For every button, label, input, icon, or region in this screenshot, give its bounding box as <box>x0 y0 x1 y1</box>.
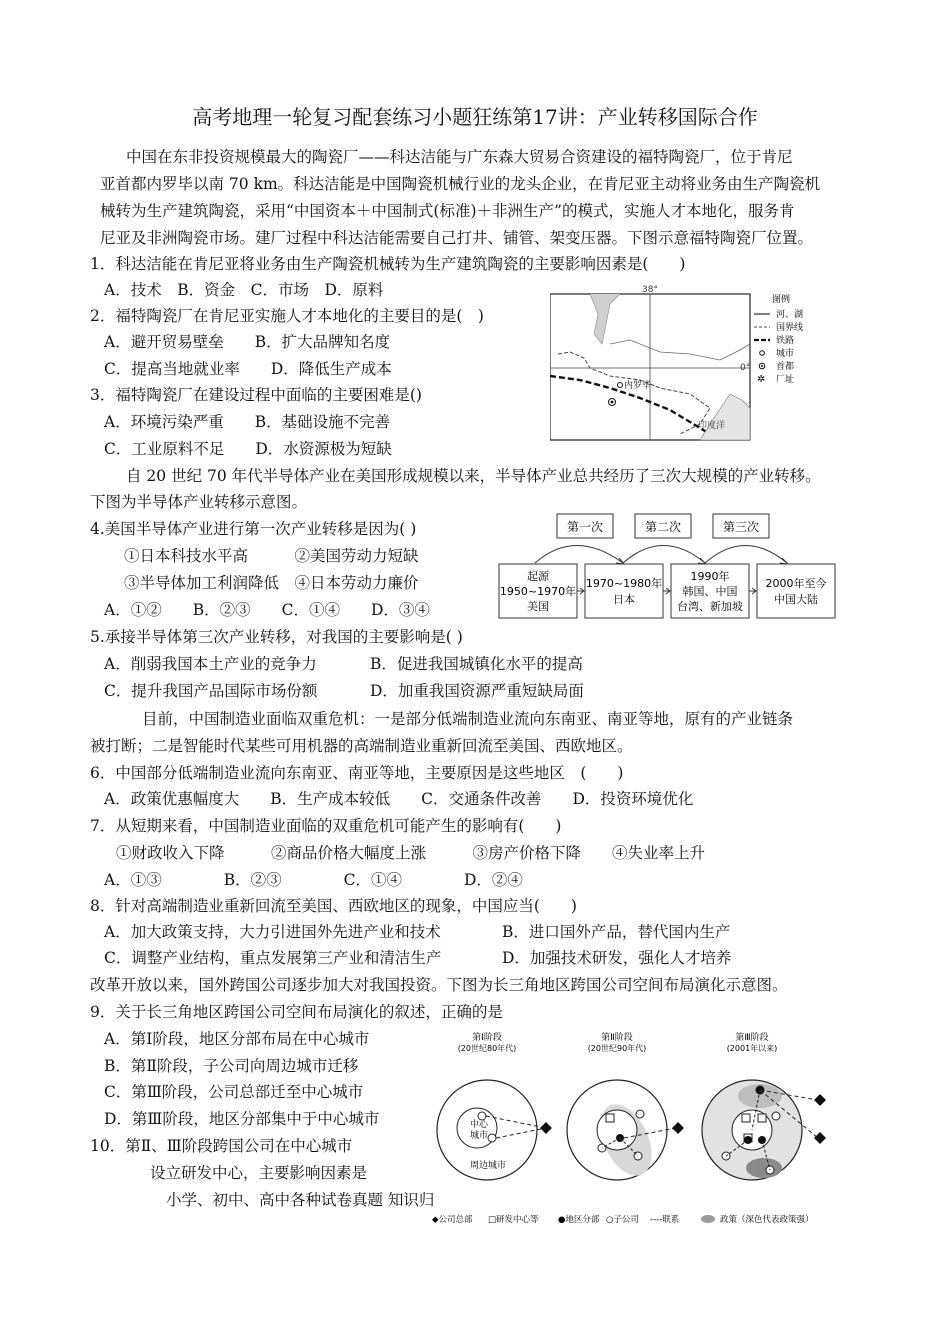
kenya-map-figure <box>550 284 858 442</box>
stage-label-1: 第一次 <box>566 520 604 534</box>
q2-options-row-2: C．提高当地就业率 D．降低生产成本 <box>104 360 392 378</box>
q5-stem: 5.承接半导体第三次产业转移，对我国的主要影响是( ) <box>90 628 463 646</box>
hq-icon-3a <box>814 1094 826 1106</box>
passage1-line-4: 尼亚及非洲陶瓷市场。建厂过程中科达洁能需要自己打井、铺管、架变压器。下图示意福特陶瓷厂位置。 <box>100 229 814 247</box>
lat-label: 0° <box>740 363 751 373</box>
q3-stem: 3．福特陶瓷厂在建设过程中面临的主要困难是() <box>90 386 422 404</box>
legend-item-factory: 厂址 <box>776 375 795 385</box>
q9-option-c: C．第Ⅲ阶段，公司总部迁至中心城市 <box>104 1083 364 1101</box>
legend-hq: ◆公司总部 <box>432 1215 473 1225</box>
q3-options-row-1: A．环境污染严重 B．基础设施不完善 <box>104 413 391 431</box>
box3-line1: 1990年 <box>690 570 730 583</box>
box4-line1: 2000年至今 <box>765 577 827 590</box>
q4-options: A．①② B．②③ C．①④ D．③④ <box>104 601 430 619</box>
legend-item-river: 河、湖 <box>776 310 804 320</box>
q4-stem: 4.美国半导体产业进行第一次产业转移是因为( ) <box>90 520 417 538</box>
q3-options-row-2: C．工业原料不足 D．水资源极为短缺 <box>104 440 392 458</box>
box2-line2: 日本 <box>613 593 635 606</box>
legend-item-border: 国界线 <box>776 323 804 333</box>
q9-stem: 9．关于长三角地区跨国公司空间布局演化的叙述，正确的是 <box>90 1003 503 1021</box>
hq-icon-1 <box>540 1122 552 1134</box>
page-title: 高考地理一轮复习配套练习小题狂练第17讲：产业转移国际合作 <box>192 105 758 129</box>
legend-title: 图例 <box>772 295 791 305</box>
box3-line2: 韩国、中国 <box>682 585 738 598</box>
q4-items-row-1: ①日本科技水平高 ②美国劳动力短缺 <box>124 547 419 565</box>
q10-stem-2: 设立研发中心，主要影响因素是 <box>150 1164 368 1182</box>
passage2-line-1: 自 20 世纪 70 年代半导体产业在美国形成规模以来，半导体产业总共经历了三次大规模的产业转移。 <box>126 467 821 485</box>
passage4: 改革开放以来，国外跨国公司逐步加大对我国投资。下图为长三角地区跨国公司空间布局演化示意图。 <box>90 976 788 994</box>
q9-option-b: B．第Ⅱ阶段，子公司向周边城市迁移 <box>104 1057 359 1075</box>
center-city-label-1: 中心 <box>470 1120 489 1130</box>
q8-option-a: A．加大政策支持，大力引进国外先进产业和技术 <box>104 923 441 941</box>
stage2-title: 第Ⅱ阶段 <box>601 1033 633 1043</box>
stage-label-3: 第三次 <box>722 520 760 534</box>
q10-stem: 10．第Ⅱ、Ⅲ阶段跨国公司在中心城市 <box>90 1137 353 1155</box>
q6-stem: 6．中国部分低端制造业流向东南亚、南亚等地，主要原因是这些地区 ( ) <box>90 764 624 782</box>
ocean-label: 印度洋 <box>698 421 726 431</box>
hq-icon-2 <box>672 1122 684 1134</box>
box3-line3: 台湾、新加坡 <box>677 600 743 613</box>
stage1-title: 第Ⅰ阶段 <box>472 1033 502 1043</box>
stage-label-2: 第二次 <box>644 520 682 534</box>
q4-items-row-2: ③半导体加工利润降低 ④日本劳动力廉价 <box>124 574 419 592</box>
city-label: 内罗毕 <box>624 381 652 391</box>
q7-options: A．①③ B．②③ C．①④ D．②④ <box>104 871 523 889</box>
policy-shading-icon <box>701 1215 715 1223</box>
box2-line1: 1970~1980年 <box>585 577 663 590</box>
legend-subsidiary: ○子公司 <box>606 1215 639 1225</box>
watermark-text: 小学、初中、高中各种试卷真题 知识归 <box>166 1191 435 1209</box>
q1-stem: 1．科达洁能在肯尼亚将业务由生产陶瓷机械转为生产建筑陶瓷的主要影响因素是( ) <box>90 255 686 273</box>
stage3-title: 第Ⅲ阶段 <box>735 1033 769 1043</box>
q7-items: ①财政收入下降 ②商品价格大幅度上涨 ③房产价格下降 ④失业率上升 <box>116 844 706 862</box>
legend-item-railway: 铁路 <box>776 336 795 346</box>
box1-line2: 1950~1970年 <box>499 585 577 598</box>
q7-stem: 7．从短期来看，中国制造业面临的双重危机可能产生的影响有( ) <box>90 817 562 835</box>
passage3-line-2: 被打断；二是智能时代某些可用机器的高端制造业重新回流至美国、西欧地区。 <box>90 737 633 755</box>
stage1-period: (20世纪80年代) <box>457 1044 517 1053</box>
stage2-period: (20世纪90年代) <box>587 1044 647 1053</box>
semiconductor-transfer-diagram <box>495 508 865 623</box>
q9-option-d: D．第Ⅲ阶段，地区分部集中于中心城市 <box>104 1110 380 1128</box>
q8-option-c: C．调整产业结构，重点发展第三产业和清洁生产 <box>104 949 442 967</box>
legend-rnd: □研发中心等 <box>488 1215 539 1225</box>
passage1-line-2: 亚首都内罗毕以南 70 km。科达洁能是中国陶瓷机械行业的龙头企业，在肯尼亚主动将业务由生产陶瓷机 <box>100 175 821 193</box>
q8-option-d: D．加强技术研发，强化人才培养 <box>502 949 732 967</box>
q1-options: A．技术 B．资金 C．市场 D．原料 <box>104 281 384 299</box>
q8-stem: 8．针对高端制造业重新回流至美国、西欧地区的现象，中国应当( ) <box>90 897 577 915</box>
q2-options-row-1: A．避开贸易壁垒 B．扩大品牌知名度 <box>104 333 391 351</box>
passage1-line-1: 中国在东非投资规模最大的陶瓷厂——科达洁能与广东森大贸易合资建设的福特陶瓷厂，位于肯尼 <box>126 148 793 166</box>
box1-line1: 起源 <box>527 570 549 583</box>
box1-line3: 美国 <box>527 600 549 613</box>
legend-regional: ●地区分部 <box>558 1215 600 1225</box>
multinational-layout-diagram <box>430 1030 850 1228</box>
passage2-line-2: 下图为半导体产业转移示意图。 <box>90 493 308 511</box>
periphery-label: 周边城市 <box>470 1161 507 1171</box>
q9-option-a: A．第Ⅰ阶段，地区分部布局在中心城市 <box>104 1030 370 1048</box>
q5-option-b: B．促进我国城镇化水平的提高 <box>370 655 583 673</box>
center-city-label-2: 城市 <box>470 1131 489 1141</box>
legend-item-capital: 首都 <box>776 362 795 372</box>
passage1-line-3: 械转为生产建筑陶瓷，采用“中国资本＋中国制式(标准)＋非洲生产”的模式，实施人才本地化，服务肯 <box>100 202 795 220</box>
box4-line2: 中国大陆 <box>774 593 818 606</box>
q6-options: A．政策优惠幅度大 B．生产成本较低 C．交通条件改善 D．投资环境优化 <box>104 790 694 808</box>
hq-icon-3b <box>814 1132 826 1144</box>
q5-option-c: C．提升我国产品国际市场份额 <box>104 682 318 700</box>
legend-policy: 政策（深色代表政策强） <box>720 1215 814 1225</box>
stage3-period: (2001年以来) <box>726 1044 778 1053</box>
q8-option-b: B．进口国外产品，替代国内生产 <box>502 923 731 941</box>
q5-option-a: A．削弱我国本土产业的竞争力 <box>104 655 317 673</box>
q5-option-d: D．加重我国资源严重短缺局面 <box>370 682 584 700</box>
lon-label: 38° <box>642 285 658 295</box>
q2-stem: 2．福特陶瓷厂在肯尼亚实施人才本地化的主要目的是( ) <box>90 307 484 325</box>
legend-item-city: 城市 <box>776 349 795 359</box>
passage3-line-1: 目前，中国制造业面临双重危机：一是部分低端制造业流向东南亚、南亚等地，原有的产业链条 <box>142 710 794 728</box>
legend-link: ----联系 <box>650 1215 680 1225</box>
legend-factory-icon: ✲ <box>757 374 766 385</box>
